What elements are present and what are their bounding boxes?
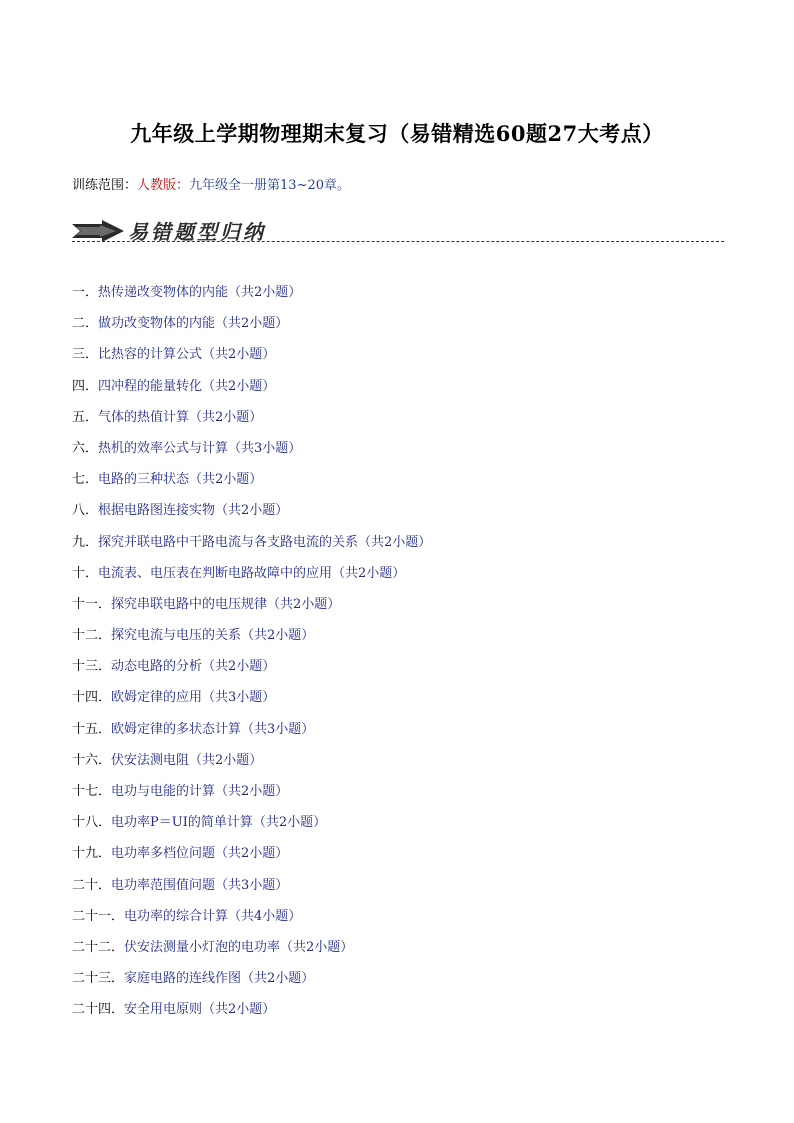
topic-item[interactable] bbox=[72, 844, 732, 875]
topic-item[interactable] bbox=[72, 439, 732, 470]
topic-text: 动态电路的分析 bbox=[111, 659, 203, 675]
topic-text: 根据电路图连接实物 bbox=[98, 503, 216, 519]
topic-text: 伏安法测量小灯泡的电功率 bbox=[124, 939, 281, 955]
topic-number: 二十四． bbox=[72, 1002, 125, 1018]
topic-count: （共2小题） bbox=[241, 971, 315, 987]
topic-item[interactable] bbox=[72, 626, 732, 657]
document-title: 九年级上学期物理期末复习（易错精选60题27大考点） bbox=[130, 121, 664, 146]
topic-item[interactable] bbox=[72, 813, 732, 844]
topic-item[interactable] bbox=[72, 501, 732, 532]
topic-number: 十一． bbox=[72, 596, 112, 612]
topic-item[interactable] bbox=[72, 688, 732, 719]
topic-number: 二． bbox=[72, 316, 99, 332]
topic-item[interactable] bbox=[72, 533, 732, 564]
topic-item[interactable] bbox=[72, 564, 732, 595]
topic-number: 二十一． bbox=[72, 908, 125, 924]
banner-divider bbox=[72, 241, 724, 242]
topic-number: 三． bbox=[72, 347, 99, 363]
topic-text: 家庭电路的连线作图 bbox=[124, 971, 242, 987]
topic-text: 欧姆定律的多状态计算 bbox=[111, 721, 242, 737]
topic-number: 十三． bbox=[72, 659, 112, 675]
topic-number: 七． bbox=[72, 472, 99, 488]
topic-text: 热机的效率公式与计算 bbox=[98, 440, 229, 456]
banner-arrow-icon bbox=[72, 220, 124, 242]
topic-text: 比热容的计算公式 bbox=[98, 347, 203, 363]
topic-count: （共2小题） bbox=[332, 565, 406, 581]
topic-count: （共2小题） bbox=[202, 659, 276, 675]
topic-count: （共2小题） bbox=[202, 1002, 276, 1018]
topic-count: （共2小题） bbox=[215, 503, 289, 519]
topic-number: 十五． bbox=[72, 721, 112, 737]
topic-count: （共2小题） bbox=[215, 316, 289, 332]
topic-number: 十． bbox=[72, 565, 99, 581]
topic-number: 九． bbox=[72, 534, 99, 550]
topic-text: 电功率的综合计算 bbox=[124, 908, 229, 924]
topic-item[interactable] bbox=[72, 720, 732, 751]
topic-count: （共2小题） bbox=[228, 285, 302, 300]
topic-count: （共4小题） bbox=[228, 908, 302, 924]
topic-count: （共2小题） bbox=[358, 534, 432, 550]
topic-text: 电功率P＝UI的简单计算 bbox=[111, 815, 253, 831]
topic-number: 五． bbox=[72, 409, 99, 425]
topic-count: （共2小题） bbox=[215, 846, 289, 862]
topic-text: 安全用电原则 bbox=[124, 1002, 203, 1018]
topic-text: 电功率多档位问题 bbox=[111, 846, 216, 862]
topic-text: 欧姆定律的应用 bbox=[111, 690, 203, 706]
topic-number: 八． bbox=[72, 503, 99, 519]
topic-text: 热传递改变物体的内能 bbox=[98, 285, 229, 300]
topic-number: 二十二． bbox=[72, 939, 125, 955]
topic-text: 气体的热值计算 bbox=[98, 409, 190, 425]
topic-item[interactable] bbox=[72, 907, 732, 938]
topic-item[interactable] bbox=[72, 969, 732, 1000]
topic-text: 伏安法测电阻 bbox=[111, 752, 190, 768]
topic-item[interactable] bbox=[72, 657, 732, 688]
topic-item[interactable] bbox=[72, 314, 732, 345]
topic-count: （共2小题） bbox=[189, 752, 263, 768]
topic-item[interactable] bbox=[72, 938, 732, 969]
topic-text: 探究串联电路中的电压规律 bbox=[111, 596, 268, 612]
training-scope bbox=[72, 174, 350, 193]
topic-number: 十七． bbox=[72, 784, 112, 799]
topic-count: （共2小题） bbox=[280, 939, 354, 955]
topic-count: （共3小题） bbox=[228, 440, 302, 456]
topic-count: （共2小题） bbox=[252, 815, 327, 831]
topic-count: （共2小题） bbox=[215, 784, 289, 799]
topic-count: （共2小题） bbox=[202, 347, 276, 363]
topic-list bbox=[72, 283, 732, 1032]
topic-text: 电功率范围值问题 bbox=[111, 877, 216, 893]
scope-label: 训练范围： bbox=[72, 178, 138, 193]
topic-text: 四冲程的能量转化 bbox=[98, 378, 203, 394]
topic-number: 十六． bbox=[72, 752, 112, 768]
topic-item[interactable] bbox=[72, 595, 732, 626]
topic-count: （共2小题） bbox=[267, 596, 341, 612]
topic-item[interactable] bbox=[72, 751, 732, 782]
section-banner bbox=[72, 214, 724, 248]
topic-count: （共3小题） bbox=[241, 721, 315, 737]
topic-text: 做功改变物体的内能 bbox=[98, 316, 216, 332]
topic-item[interactable] bbox=[72, 1000, 732, 1031]
topic-number: 十八． bbox=[72, 815, 112, 831]
topic-count: （共2小题） bbox=[241, 628, 315, 644]
topic-count: （共3小题） bbox=[215, 877, 289, 893]
topic-text: 电功与电能的计算 bbox=[111, 784, 216, 799]
scope-edition: 人教版： bbox=[137, 178, 190, 193]
topic-item[interactable] bbox=[72, 470, 732, 501]
topic-number: 二十三． bbox=[72, 971, 125, 987]
topic-text: 探究电流与电压的关系 bbox=[111, 628, 242, 644]
topic-number: 六． bbox=[72, 440, 99, 456]
topic-number: 十二． bbox=[72, 628, 112, 644]
topic-item[interactable] bbox=[72, 283, 732, 314]
topic-number: 二十． bbox=[72, 877, 112, 893]
topic-count: （共2小题） bbox=[189, 472, 263, 488]
topic-count: （共3小题） bbox=[202, 690, 276, 706]
topic-number: 四． bbox=[72, 378, 99, 394]
topic-number: 十四． bbox=[72, 690, 112, 706]
topic-item[interactable] bbox=[72, 408, 732, 439]
topic-text: 探究并联电路中干路电流与各支路电流的关系 bbox=[98, 534, 359, 550]
section-title: 易错题型归纳 bbox=[128, 220, 266, 244]
topic-item[interactable] bbox=[72, 377, 732, 408]
topic-count: （共2小题） bbox=[189, 409, 263, 425]
topic-item[interactable] bbox=[72, 782, 732, 813]
topic-count: （共2小题） bbox=[202, 378, 276, 394]
topic-text: 电流表、电压表在判断电路故障中的应用 bbox=[98, 565, 333, 581]
topic-number: 一． bbox=[72, 285, 99, 300]
topic-item[interactable] bbox=[72, 345, 732, 376]
topic-text: 电路的三种状态 bbox=[98, 472, 190, 488]
scope-range: 九年级全一册第13~20章。 bbox=[189, 178, 351, 193]
topic-item[interactable] bbox=[72, 876, 732, 907]
topic-number: 十九． bbox=[72, 846, 112, 862]
